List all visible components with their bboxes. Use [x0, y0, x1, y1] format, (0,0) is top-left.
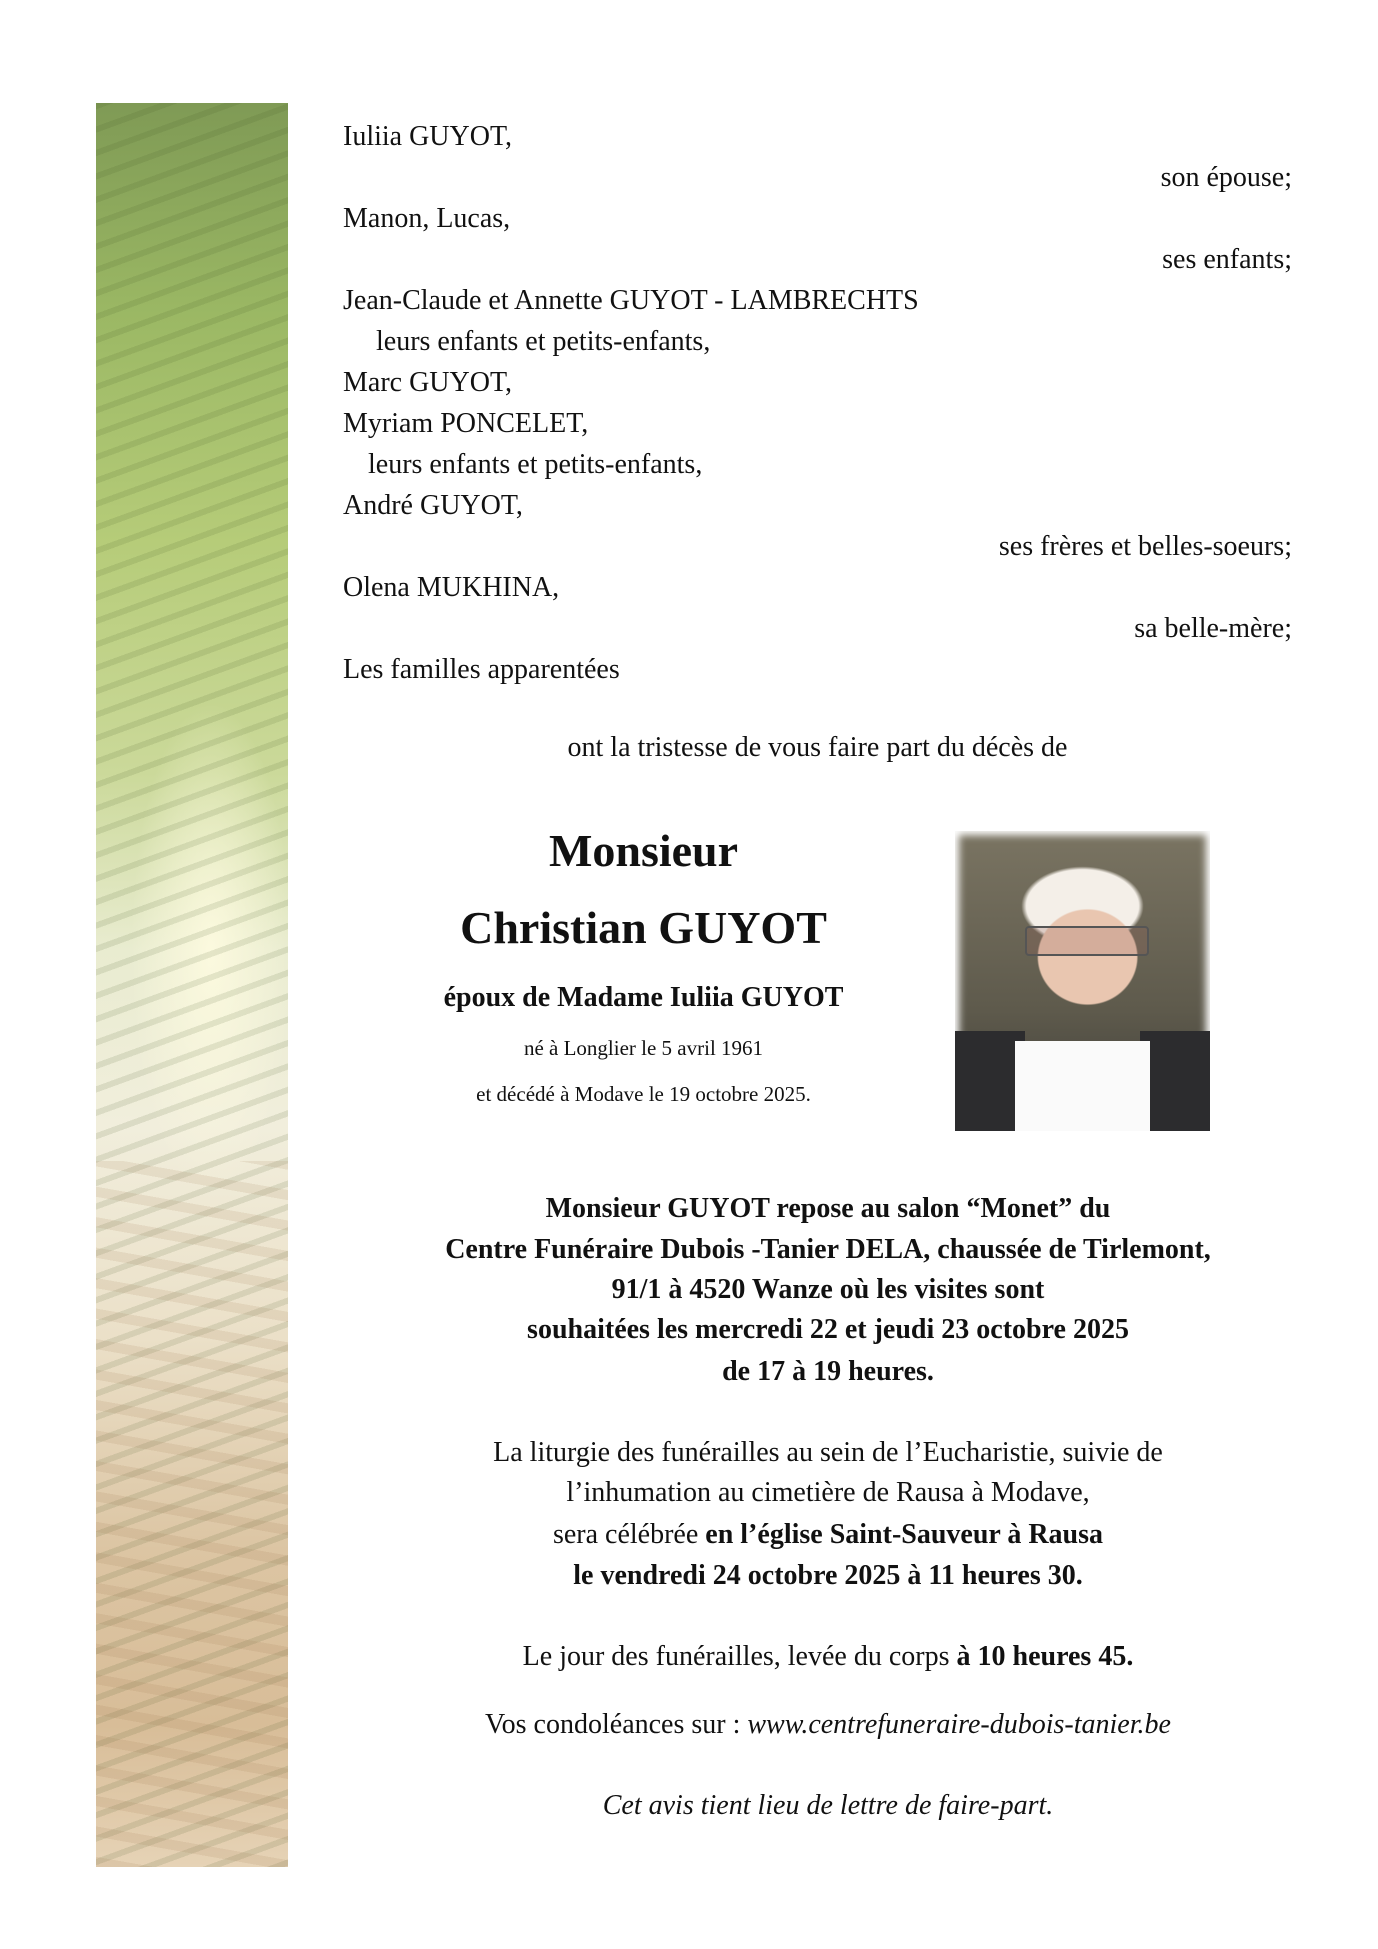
family-line: Myriam PONCELET, [343, 408, 589, 439]
family-relation: sa belle-mère; [1134, 613, 1292, 644]
levee-time: à 10 heures 45. [956, 1641, 1134, 1672]
family-line: Manon, Lucas, [343, 203, 511, 234]
family-relation: ses enfants; [1162, 244, 1292, 275]
visitation-line: 91/1 à 4520 Wanze où les visites sont [611, 1274, 1045, 1305]
footer-note: Cet avis tient lieu de lettre de faire-part. [602, 1790, 1054, 1821]
deceased-portrait-photo [955, 831, 1210, 1131]
photo-glasses [1025, 926, 1149, 956]
family-line: Les familles apparentées [343, 654, 620, 685]
family-line: Iuliia GUYOT, [343, 121, 512, 152]
deceased-spouse: époux de Madame Iuliia GUYOT [443, 982, 844, 1013]
family-line: Jean-Claude et Annette GUYOT - LAMBRECHTS [343, 285, 919, 316]
levee-line [300, 1640, 1356, 1674]
deceased-name: Christian GUYOT [460, 902, 827, 953]
visitation-line: de 17 à 19 heures. [722, 1356, 934, 1387]
family-line: leurs enfants et petits-enfants, [368, 449, 703, 480]
photo-shirt [1015, 1041, 1150, 1131]
liturgy-line: La liturgie des funérailles au sein de l’Eucharistie, suivie de [493, 1437, 1163, 1468]
condolences-line [300, 1708, 1356, 1742]
decorative-forest-image [96, 103, 288, 1867]
family-line: Marc GUYOT, [343, 367, 512, 398]
visitation-line: Centre Funéraire Dubois -Tanier DELA, chaussée de Tirlemont, [445, 1234, 1211, 1265]
liturgy-text: sera célébrée [552, 1519, 706, 1550]
announcement: ont la tristesse de vous faire part du décès de [567, 732, 1068, 763]
levee-text: Le jour des funérailles, levée du corps [522, 1641, 957, 1672]
liturgy-line [300, 1518, 1356, 1552]
deceased-title: Monsieur [548, 825, 739, 876]
liturgy-datetime: le vendredi 24 octobre 2025 à 11 heures 30. [573, 1560, 1083, 1591]
liturgy-line: l’inhumation au cimetière de Rausa à Modave, [566, 1477, 1090, 1508]
deceased-died: et décédé à Modave le 19 octobre 2025. [476, 1082, 811, 1106]
condolences-url-link[interactable]: www.centrefuneraire-dubois-tanier.be [747, 1709, 1171, 1740]
family-relation: son épouse; [1160, 162, 1292, 193]
deceased-born: né à Longlier le 5 avril 1961 [523, 1036, 764, 1060]
photo-jacket [1140, 1031, 1210, 1131]
visitation-line: Monsieur GUYOT repose au salon “Monet” du [545, 1193, 1111, 1224]
visitation-line: souhaitées les mercredi 22 et jeudi 23 octobre 2025 [527, 1314, 1129, 1345]
liturgy-church: en l’église Saint-Sauveur à Rausa [705, 1519, 1104, 1550]
family-line: leurs enfants et petits-enfants, [376, 326, 711, 357]
family-relation: ses frères et belles-soeurs; [998, 531, 1292, 562]
family-line: André GUYOT, [343, 490, 523, 521]
condolences-label: Vos condoléances sur : [485, 1709, 748, 1740]
family-line: Olena MUKHINA, [343, 572, 560, 603]
